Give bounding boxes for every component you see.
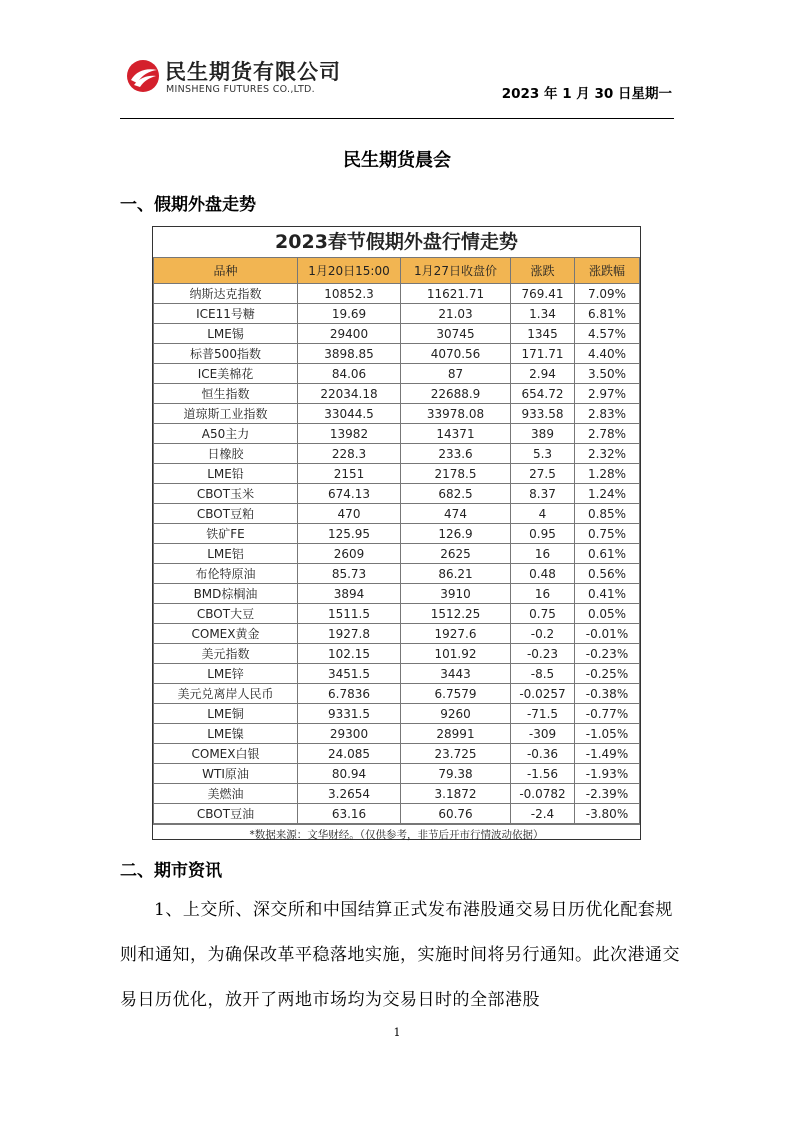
cell-change: 1345 bbox=[511, 324, 575, 344]
cell-change-pct: 0.85% bbox=[575, 504, 640, 524]
cell-price-jan20: 85.73 bbox=[298, 564, 401, 584]
cell-name: BMD棕榈油 bbox=[154, 584, 298, 604]
cell-name: LME锌 bbox=[154, 664, 298, 684]
cell-price-jan20: 102.15 bbox=[298, 644, 401, 664]
cell-change-pct: -1.05% bbox=[575, 724, 640, 744]
section-heading-overseas: 一、假期外盘走势 bbox=[120, 195, 256, 215]
cell-name: 道琼斯工业指数 bbox=[154, 404, 298, 424]
cell-price-jan20: 63.16 bbox=[298, 804, 401, 824]
cell-change-pct: 3.50% bbox=[575, 364, 640, 384]
header-divider bbox=[120, 118, 674, 119]
cell-name: LME锡 bbox=[154, 324, 298, 344]
table-row bbox=[154, 604, 640, 624]
col-header-name: 品种 bbox=[154, 258, 298, 284]
cell-price-jan27: 3443 bbox=[401, 664, 511, 684]
cell-price-jan27: 79.38 bbox=[401, 764, 511, 784]
col-header-price-jan27: 1月27日收盘价 bbox=[401, 258, 511, 284]
cell-change-pct: 2.32% bbox=[575, 444, 640, 464]
table-row bbox=[154, 384, 640, 404]
cell-change-pct: 4.40% bbox=[575, 344, 640, 364]
cell-price-jan27: 22688.9 bbox=[401, 384, 511, 404]
cell-change-pct: 6.81% bbox=[575, 304, 640, 324]
cell-price-jan27: 126.9 bbox=[401, 524, 511, 544]
market-table-body bbox=[154, 284, 640, 824]
table-row bbox=[154, 404, 640, 424]
company-name-en: MINSHENG FUTURES CO.,LTD. bbox=[166, 84, 315, 95]
table-row bbox=[154, 484, 640, 504]
cell-price-jan20: 9331.5 bbox=[298, 704, 401, 724]
cell-name: 布伦特原油 bbox=[154, 564, 298, 584]
cell-name: CBOT大豆 bbox=[154, 604, 298, 624]
col-header-change-pct: 涨跌幅 bbox=[575, 258, 640, 284]
cell-price-jan20: 22034.18 bbox=[298, 384, 401, 404]
table-row bbox=[154, 444, 640, 464]
cell-change: 8.37 bbox=[511, 484, 575, 504]
report-date: 2023 年 1 月 30 日星期一 bbox=[501, 86, 672, 102]
cell-change-pct: -0.01% bbox=[575, 624, 640, 644]
cell-name: LME镍 bbox=[154, 724, 298, 744]
cell-price-jan27: 11621.71 bbox=[401, 284, 511, 304]
cell-name: 美元兑离岸人民币 bbox=[154, 684, 298, 704]
cell-name: LME铅 bbox=[154, 464, 298, 484]
cell-price-jan20: 470 bbox=[298, 504, 401, 524]
cell-change: 27.5 bbox=[511, 464, 575, 484]
cell-price-jan20: 6.7836 bbox=[298, 684, 401, 704]
cell-change: 16 bbox=[511, 584, 575, 604]
cell-price-jan27: 9260 bbox=[401, 704, 511, 724]
cell-change-pct: -0.25% bbox=[575, 664, 640, 684]
cell-price-jan20: 1927.8 bbox=[298, 624, 401, 644]
table-row bbox=[154, 764, 640, 784]
col-header-change: 涨跌 bbox=[511, 258, 575, 284]
table-row bbox=[154, 524, 640, 544]
cell-price-jan20: 3894 bbox=[298, 584, 401, 604]
cell-price-jan20: 19.69 bbox=[298, 304, 401, 324]
table-row bbox=[154, 784, 640, 804]
table-row bbox=[154, 344, 640, 364]
cell-price-jan20: 2151 bbox=[298, 464, 401, 484]
cell-name: 标普500指数 bbox=[154, 344, 298, 364]
cell-price-jan20: 29400 bbox=[298, 324, 401, 344]
document-title: 民生期货晨会 bbox=[343, 150, 451, 171]
section-heading-news: 二、期市资讯 bbox=[120, 861, 222, 881]
cell-price-jan20: 1511.5 bbox=[298, 604, 401, 624]
cell-price-jan27: 28991 bbox=[401, 724, 511, 744]
cell-name: WTI原油 bbox=[154, 764, 298, 784]
cell-price-jan27: 1927.6 bbox=[401, 624, 511, 644]
table-row bbox=[154, 424, 640, 444]
cell-name: 铁矿FE bbox=[154, 524, 298, 544]
cell-price-jan20: 80.94 bbox=[298, 764, 401, 784]
cell-change: 769.41 bbox=[511, 284, 575, 304]
cell-change: -1.56 bbox=[511, 764, 575, 784]
cell-change-pct: -0.77% bbox=[575, 704, 640, 724]
cell-price-jan27: 30745 bbox=[401, 324, 511, 344]
cell-price-jan20: 3.2654 bbox=[298, 784, 401, 804]
table-row bbox=[154, 544, 640, 564]
cell-change: 0.48 bbox=[511, 564, 575, 584]
cell-change-pct: 0.05% bbox=[575, 604, 640, 624]
cell-change-pct: 2.83% bbox=[575, 404, 640, 424]
cell-change-pct: 7.09% bbox=[575, 284, 640, 304]
table-row bbox=[154, 364, 640, 384]
cell-price-jan27: 2625 bbox=[401, 544, 511, 564]
col-header-price-jan20: 1月20日15:00 bbox=[298, 258, 401, 284]
cell-price-jan27: 474 bbox=[401, 504, 511, 524]
cell-name: COMEX白银 bbox=[154, 744, 298, 764]
cell-change-pct: -3.80% bbox=[575, 804, 640, 824]
cell-name: 美元指数 bbox=[154, 644, 298, 664]
cell-change: 5.3 bbox=[511, 444, 575, 464]
cell-price-jan20: 10852.3 bbox=[298, 284, 401, 304]
cell-change: -71.5 bbox=[511, 704, 575, 724]
page-number: 1 bbox=[393, 1026, 401, 1039]
cell-price-jan27: 23.725 bbox=[401, 744, 511, 764]
cell-price-jan20: 2609 bbox=[298, 544, 401, 564]
table-row bbox=[154, 324, 640, 344]
cell-change-pct: 2.78% bbox=[575, 424, 640, 444]
cell-change: 4 bbox=[511, 504, 575, 524]
table-row bbox=[154, 304, 640, 324]
cell-name: LME铜 bbox=[154, 704, 298, 724]
table-row bbox=[154, 624, 640, 644]
cell-price-jan20: 3451.5 bbox=[298, 664, 401, 684]
cell-name: CBOT豆粕 bbox=[154, 504, 298, 524]
cell-price-jan27: 101.92 bbox=[401, 644, 511, 664]
market-table-box bbox=[152, 226, 641, 840]
cell-name: CBOT玉米 bbox=[154, 484, 298, 504]
cell-change: -0.2 bbox=[511, 624, 575, 644]
cell-price-jan27: 682.5 bbox=[401, 484, 511, 504]
cell-price-jan27: 21.03 bbox=[401, 304, 511, 324]
table-row bbox=[154, 744, 640, 764]
cell-change: -8.5 bbox=[511, 664, 575, 684]
cell-price-jan27: 4070.56 bbox=[401, 344, 511, 364]
cell-change: -0.36 bbox=[511, 744, 575, 764]
cell-name: ICE11号糖 bbox=[154, 304, 298, 324]
cell-name: A50主力 bbox=[154, 424, 298, 444]
cell-change: -309 bbox=[511, 724, 575, 744]
cell-price-jan20: 13982 bbox=[298, 424, 401, 444]
cell-name: 日橡胶 bbox=[154, 444, 298, 464]
cell-change-pct: 4.57% bbox=[575, 324, 640, 344]
cell-name: 恒生指数 bbox=[154, 384, 298, 404]
cell-change-pct: 0.56% bbox=[575, 564, 640, 584]
cell-change: 0.75 bbox=[511, 604, 575, 624]
cell-change-pct: -2.39% bbox=[575, 784, 640, 804]
cell-change-pct: 0.41% bbox=[575, 584, 640, 604]
table-header-row bbox=[154, 258, 640, 284]
cell-price-jan20: 674.13 bbox=[298, 484, 401, 504]
table-row bbox=[154, 684, 640, 704]
cell-price-jan27: 87 bbox=[401, 364, 511, 384]
table-row bbox=[154, 804, 640, 824]
cell-name: 美燃油 bbox=[154, 784, 298, 804]
cell-price-jan27: 1512.25 bbox=[401, 604, 511, 624]
cell-name: COMEX黄金 bbox=[154, 624, 298, 644]
cell-change: 933.58 bbox=[511, 404, 575, 424]
cell-price-jan27: 6.7579 bbox=[401, 684, 511, 704]
cell-change: -0.0782 bbox=[511, 784, 575, 804]
cell-price-jan20: 228.3 bbox=[298, 444, 401, 464]
cell-price-jan27: 233.6 bbox=[401, 444, 511, 464]
cell-change-pct: 0.61% bbox=[575, 544, 640, 564]
company-logo bbox=[125, 56, 365, 100]
cell-change: 654.72 bbox=[511, 384, 575, 404]
table-source-note: *数据来源：文华财经。（仅供参考，非节后开市行情波动依据） bbox=[153, 824, 640, 845]
cell-change-pct: -1.93% bbox=[575, 764, 640, 784]
cell-price-jan20: 33044.5 bbox=[298, 404, 401, 424]
cell-name: 纳斯达克指数 bbox=[154, 284, 298, 304]
cell-change: 0.95 bbox=[511, 524, 575, 544]
cell-name: ICE美棉花 bbox=[154, 364, 298, 384]
cell-price-jan20: 29300 bbox=[298, 724, 401, 744]
cell-name: CBOT豆油 bbox=[154, 804, 298, 824]
table-row bbox=[154, 584, 640, 604]
market-table bbox=[153, 257, 640, 824]
table-row bbox=[154, 504, 640, 524]
cell-change: -2.4 bbox=[511, 804, 575, 824]
news-paragraph: 1、上交所、深交所和中国结算正式发布港股通交易日历优化配套规则和通知，为确保改革平稳落地实施，实施时间将另行通知。此次港通交易日历优化，放开了两地市场均为交易日时的全部港股 bbox=[120, 900, 680, 1010]
table-row bbox=[154, 664, 640, 684]
cell-price-jan27: 33978.08 bbox=[401, 404, 511, 424]
table-row bbox=[154, 464, 640, 484]
cell-change: -0.23 bbox=[511, 644, 575, 664]
cell-price-jan20: 3898.85 bbox=[298, 344, 401, 364]
cell-price-jan27: 14371 bbox=[401, 424, 511, 444]
cell-change-pct: 0.75% bbox=[575, 524, 640, 544]
cell-change: 389 bbox=[511, 424, 575, 444]
cell-price-jan27: 2178.5 bbox=[401, 464, 511, 484]
table-row bbox=[154, 644, 640, 664]
cell-price-jan27: 3.1872 bbox=[401, 784, 511, 804]
cell-change: 171.71 bbox=[511, 344, 575, 364]
cell-price-jan20: 84.06 bbox=[298, 364, 401, 384]
cell-change: 2.94 bbox=[511, 364, 575, 384]
table-row bbox=[154, 284, 640, 304]
cell-change: -0.0257 bbox=[511, 684, 575, 704]
table-row bbox=[154, 704, 640, 724]
cell-price-jan27: 60.76 bbox=[401, 804, 511, 824]
table-title: 2023春节假期外盘行情走势 bbox=[275, 231, 518, 253]
cell-change-pct: 1.24% bbox=[575, 484, 640, 504]
minsheng-logo-icon bbox=[125, 58, 161, 94]
cell-change-pct: -0.23% bbox=[575, 644, 640, 664]
company-name-cn: 民生期货有限公司 bbox=[165, 60, 341, 84]
cell-price-jan27: 86.21 bbox=[401, 564, 511, 584]
cell-price-jan20: 24.085 bbox=[298, 744, 401, 764]
table-row bbox=[154, 564, 640, 584]
cell-price-jan20: 125.95 bbox=[298, 524, 401, 544]
cell-price-jan27: 3910 bbox=[401, 584, 511, 604]
cell-change-pct: -1.49% bbox=[575, 744, 640, 764]
cell-change-pct: 2.97% bbox=[575, 384, 640, 404]
cell-change-pct: 1.28% bbox=[575, 464, 640, 484]
cell-change-pct: -0.38% bbox=[575, 684, 640, 704]
cell-change: 1.34 bbox=[511, 304, 575, 324]
cell-change: 16 bbox=[511, 544, 575, 564]
table-row bbox=[154, 724, 640, 744]
cell-name: LME铝 bbox=[154, 544, 298, 564]
